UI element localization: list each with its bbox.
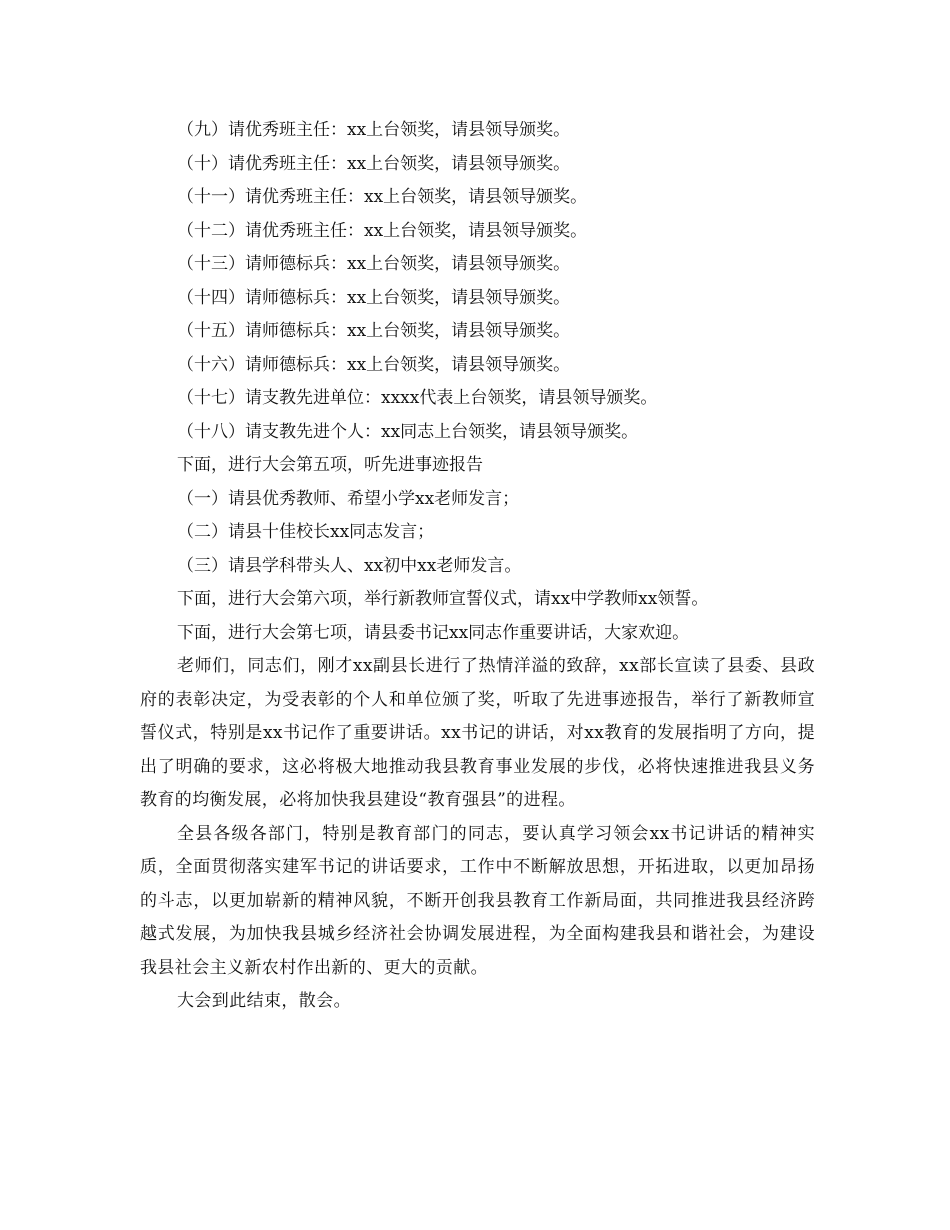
award-item-16: （十六）请师德标兵：xx上台领奖，请县领导颁奖。 bbox=[177, 354, 571, 375]
award-item-14: （十四）请师德标兵：xx上台领奖，请县领导颁奖。 bbox=[177, 287, 571, 308]
award-item-17: （十七）请支教先进单位：xxxx代表上台领奖，请县领导颁奖。 bbox=[177, 388, 658, 408]
award-item-10: （十）请优秀班主任：xx上台领奖，请县领导颁奖。 bbox=[177, 153, 571, 174]
speech-item-2: （二）请县十佳校长xx同志发言； bbox=[177, 522, 435, 542]
agenda-item-6: 下面，进行大会第六项，举行新教师宣誓仪式，请xx中学教师xx领誓。 bbox=[177, 589, 709, 609]
agenda-item-7: 下面，进行大会第七项，请县委书记xx同志作重要讲话，大家欢迎。 bbox=[177, 622, 690, 643]
speech-item-3: （三）请县学科带头人、xx初中xx老师发言。 bbox=[177, 555, 522, 576]
award-item-18: （十八）请支教先进个人：xx同志上台领奖，请县领导颁奖。 bbox=[177, 421, 639, 442]
adjournment-paragraph: 大会到此结束，散会。 bbox=[177, 991, 351, 1011]
document-body bbox=[140, 114, 815, 1019]
award-item-15: （十五）请师德标兵：xx上台领奖，请县领导颁奖。 bbox=[177, 321, 571, 341]
award-item-13: （十三）请师德标兵：xx上台领奖，请县领导颁奖。 bbox=[177, 254, 571, 274]
award-item-9: （九）请优秀班主任：xx上台领奖，请县领导颁奖。 bbox=[177, 120, 571, 140]
closing-summary-paragraph: 老师们，同志们，刚才xx副县长进行了热情洋溢的致辞，xx部长宣读了县委、县政府的表彰决定，为受表彰的个人和单位颁了奖，听取了先进事迹报告，举行了新教师宣誓仪式，特别是xx书记作了重要讲话。xx书记的讲话，对xx教育的发展指明了方向，提出了明确的要求，这必将极大地推动我县教育事业发展的步伐，必将快速推进我县义务教育的均衡发展，必将加快我县建设“教育强县”的进程。 bbox=[140, 656, 815, 810]
award-item-11: （十一）请优秀班主任：xx上台领奖，请县领导颁奖。 bbox=[177, 187, 588, 207]
speech-item-1: （一）请县优秀教师、希望小学xx老师发言； bbox=[177, 488, 520, 509]
agenda-item-5: 下面，进行大会第五项，听先进事迹报告 bbox=[177, 455, 483, 475]
call-to-action-paragraph: 全县各级各部门，特别是教育部门的同志，要认真学习领会xx书记讲话的精神实质，全面贯彻落实建军书记的讲话要求，工作中不断解放思想，开拓进取，以更加昂扬的斗志，以更加崭新的精神风貌，不断开创我县教育工作新局面，共同推进我县经济跨越式发展，为加快我县城乡经济社会协调发展进程，为全面构建我县和谐社会，为建设我县社会主义新农村作出新的、更大的贡献。 bbox=[140, 823, 815, 978]
award-item-12: （十二）请优秀班主任：xx上台领奖，请县领导颁奖。 bbox=[177, 220, 588, 241]
